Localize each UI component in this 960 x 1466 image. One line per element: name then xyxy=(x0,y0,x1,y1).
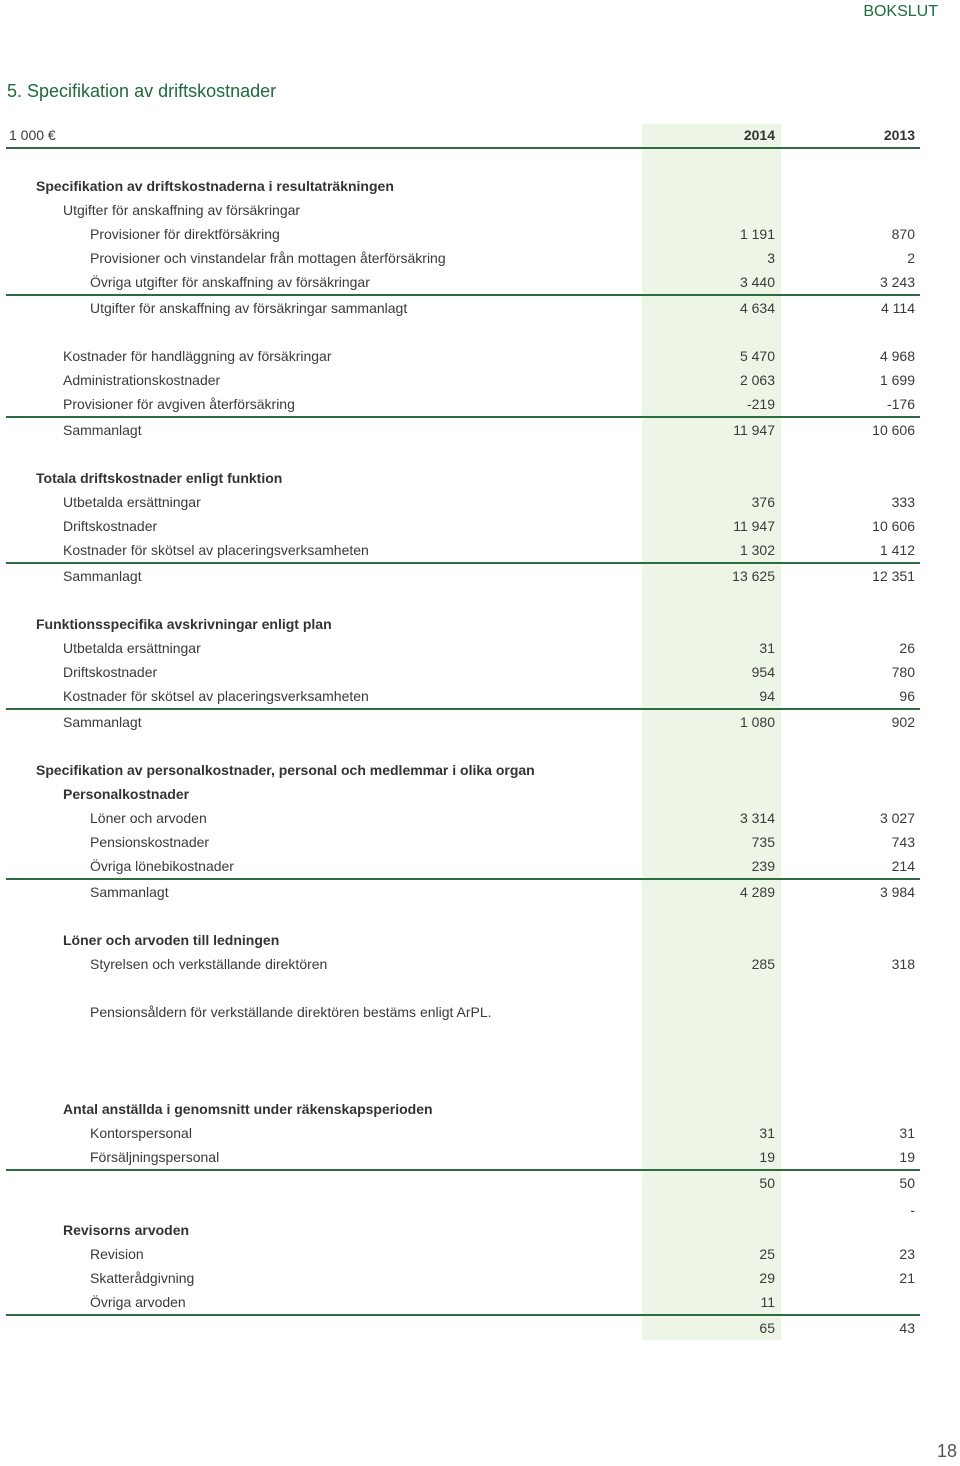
row-label: Styrelsen och verkställande direktören xyxy=(90,956,328,972)
row-label: Driftskostnader xyxy=(63,664,158,680)
table-row xyxy=(6,684,920,710)
row-label: Antal anställda i genomsnitt under räkenskapsperioden xyxy=(63,1101,433,1117)
value-2014: 376 xyxy=(751,494,775,510)
value-2014: 11 947 xyxy=(733,422,775,438)
subtotal-row xyxy=(6,880,920,904)
value-2013: 10 606 xyxy=(872,422,915,438)
row-label: Personalkostnader xyxy=(63,786,190,802)
value-2013: 4 968 xyxy=(879,348,915,364)
value-2013: 10 606 xyxy=(872,518,915,534)
row-label: Pensionskostnader xyxy=(90,834,210,850)
table-row xyxy=(6,344,920,368)
value-2013: 902 xyxy=(891,714,915,730)
row-label: Provisioner och vinstandelar från mottagen återförsäkring xyxy=(90,250,446,266)
subtotal-row xyxy=(6,418,920,442)
row-label: Revision xyxy=(90,1246,144,1262)
table-row xyxy=(6,660,920,684)
row-label: Kostnader för handläggning av försäkringar xyxy=(63,348,332,364)
value-2013: 12 351 xyxy=(872,568,915,584)
row-label: Specifikation av driftskostnaderna i resultaträkningen xyxy=(36,178,394,194)
value-2013: 318 xyxy=(891,956,915,972)
table-row xyxy=(6,952,920,976)
row-label: Sammanlagt xyxy=(63,422,142,438)
value-2013: 870 xyxy=(891,226,915,242)
note-text: Pensionsåldern för verkställande direktören bestäms enligt ArPL. xyxy=(90,1004,492,1020)
value-2014: 4 289 xyxy=(739,884,775,900)
row-label: Sammanlagt xyxy=(90,884,169,900)
value-2014: 25 xyxy=(759,1246,775,1262)
value-2013: 96 xyxy=(899,688,915,704)
value-2014: 1 302 xyxy=(739,542,775,558)
value-2014: 31 xyxy=(759,1125,775,1141)
row-label: Sammanlagt xyxy=(63,714,142,730)
value-2013: 3 027 xyxy=(879,810,915,826)
subtotal-row xyxy=(6,1171,920,1195)
value-2013: 2 xyxy=(907,250,915,266)
row-label: Administrationskostnader xyxy=(63,372,221,388)
value-2013: 333 xyxy=(891,494,915,510)
value-2013: 31 xyxy=(899,1125,915,1141)
row-label: Löner och arvoden xyxy=(90,810,207,826)
table-row xyxy=(6,1242,920,1266)
table-row xyxy=(6,1290,920,1316)
section-heading xyxy=(6,466,920,490)
row-label: Löner och arvoden till ledningen xyxy=(63,932,280,948)
subtotal-row xyxy=(6,1316,920,1340)
row-label: Driftskostnader xyxy=(63,518,158,534)
table-row xyxy=(6,1266,920,1290)
value-2014: 239 xyxy=(751,858,775,874)
note-row xyxy=(6,1000,920,1024)
column-header-2014: 2014 xyxy=(743,127,775,143)
value-2014: -219 xyxy=(746,396,775,412)
row-label: Utgifter för anskaffning av försäkringar sammanlagt xyxy=(90,300,408,316)
value-2013: - xyxy=(910,1202,915,1218)
table-row xyxy=(6,1121,920,1145)
subtotal-row xyxy=(6,710,920,734)
section-heading xyxy=(6,174,920,198)
value-2013: 4 114 xyxy=(881,300,915,316)
row-label: Provisioner för avgiven återförsäkring xyxy=(63,396,295,412)
table-row xyxy=(6,198,920,222)
table-header-row xyxy=(6,123,920,149)
row-label: Kostnader för skötsel av placeringsverksamheten xyxy=(63,688,369,704)
table-row xyxy=(6,1145,920,1171)
table-row xyxy=(6,854,920,880)
page-title: 5. Specifikation av driftskostnader xyxy=(7,81,277,101)
table-row xyxy=(6,806,920,830)
value-2013: 1 699 xyxy=(879,372,915,388)
value-2014: 29 xyxy=(759,1270,775,1286)
unit-label: 1 000 € xyxy=(9,127,56,143)
value-2013: 743 xyxy=(891,834,915,850)
value-2014: 13 625 xyxy=(732,568,775,584)
row-label: Funktionsspecifika avskrivningar enligt plan xyxy=(36,616,332,632)
row-label: Provisioner för direktförsäkring xyxy=(90,226,280,242)
row-label: Kostnader för skötsel av placeringsverksamheten xyxy=(63,542,369,558)
value-2013: 19 xyxy=(899,1149,915,1165)
value-2013: 23 xyxy=(899,1246,915,1262)
value-2014: 1 191 xyxy=(739,226,775,242)
value-2013: 780 xyxy=(891,664,915,680)
value-2013: 1 412 xyxy=(879,542,915,558)
value-2014: 4 634 xyxy=(739,300,775,316)
table-row xyxy=(6,514,920,538)
row-label: Utbetalda ersättningar xyxy=(63,494,201,510)
row-label: Övriga arvoden xyxy=(90,1294,186,1310)
value-2014: 954 xyxy=(751,664,775,680)
table-row xyxy=(6,636,920,660)
value-2014: 11 xyxy=(760,1294,775,1310)
subsection-heading xyxy=(6,1218,920,1242)
value-2014: 735 xyxy=(751,834,775,850)
value-2014: 94 xyxy=(759,688,775,704)
value-2014: 19 xyxy=(759,1149,775,1165)
value-2014: 31 xyxy=(759,640,775,656)
value-2014: 2 063 xyxy=(739,372,775,388)
row-label: Utbetalda ersättningar xyxy=(63,640,201,656)
page-number: 18 xyxy=(936,1441,957,1461)
section-heading xyxy=(6,758,920,782)
value-2013: 3 984 xyxy=(879,884,915,900)
value-2013: 43 xyxy=(899,1320,915,1336)
section-heading xyxy=(6,612,920,636)
row-label: Övriga utgifter för anskaffning av försäkringar xyxy=(90,274,370,290)
row-label: Sammanlagt xyxy=(63,568,142,584)
table-row xyxy=(6,246,920,270)
table-row xyxy=(6,830,920,854)
value-2013: 3 243 xyxy=(879,274,915,290)
row-label: Utgifter för anskaffning av försäkringar xyxy=(63,202,301,218)
value-2013: 21 xyxy=(899,1270,915,1286)
column-header-2013: 2013 xyxy=(883,127,915,143)
value-2013: 214 xyxy=(891,858,915,874)
row-label: Revisorns arvoden xyxy=(63,1222,190,1238)
value-2013: -176 xyxy=(886,396,915,412)
table-row xyxy=(6,392,920,418)
row-label: Skatterådgivning xyxy=(90,1270,195,1286)
value-2014: 11 947 xyxy=(733,518,775,534)
table-row xyxy=(6,538,920,564)
value-2014: 285 xyxy=(751,956,775,972)
row-label: Övriga lönebikostnader xyxy=(90,858,234,874)
row-label: Försäljningspersonal xyxy=(90,1149,220,1165)
subsection-heading xyxy=(6,1097,920,1121)
document-section-label: BOKSLUT xyxy=(863,3,938,20)
subtotal-row xyxy=(6,296,920,320)
value-2013: 50 xyxy=(899,1175,915,1191)
subtotal-row xyxy=(6,564,920,588)
row-label: Totala driftskostnader enligt funktion xyxy=(36,470,283,486)
value-2014: 1 080 xyxy=(739,714,775,730)
table-row xyxy=(6,270,920,296)
value-2014: 3 314 xyxy=(739,810,775,826)
subsection-heading xyxy=(6,782,920,806)
subsection-heading xyxy=(6,928,920,952)
row-label: Specifikation av personalkostnader, personal och medlemmar i olika organ xyxy=(36,762,535,778)
row-label: Kontorspersonal xyxy=(90,1125,192,1141)
table-row xyxy=(6,490,920,514)
value-2014: 5 470 xyxy=(739,348,775,364)
value-2014: 50 xyxy=(759,1175,775,1191)
table-row xyxy=(6,368,920,392)
value-2014: 3 xyxy=(767,250,775,266)
table-row xyxy=(6,222,920,246)
value-2014: 65 xyxy=(759,1320,775,1336)
value-2014: 3 440 xyxy=(739,274,775,290)
value-2013: 26 xyxy=(899,640,915,656)
